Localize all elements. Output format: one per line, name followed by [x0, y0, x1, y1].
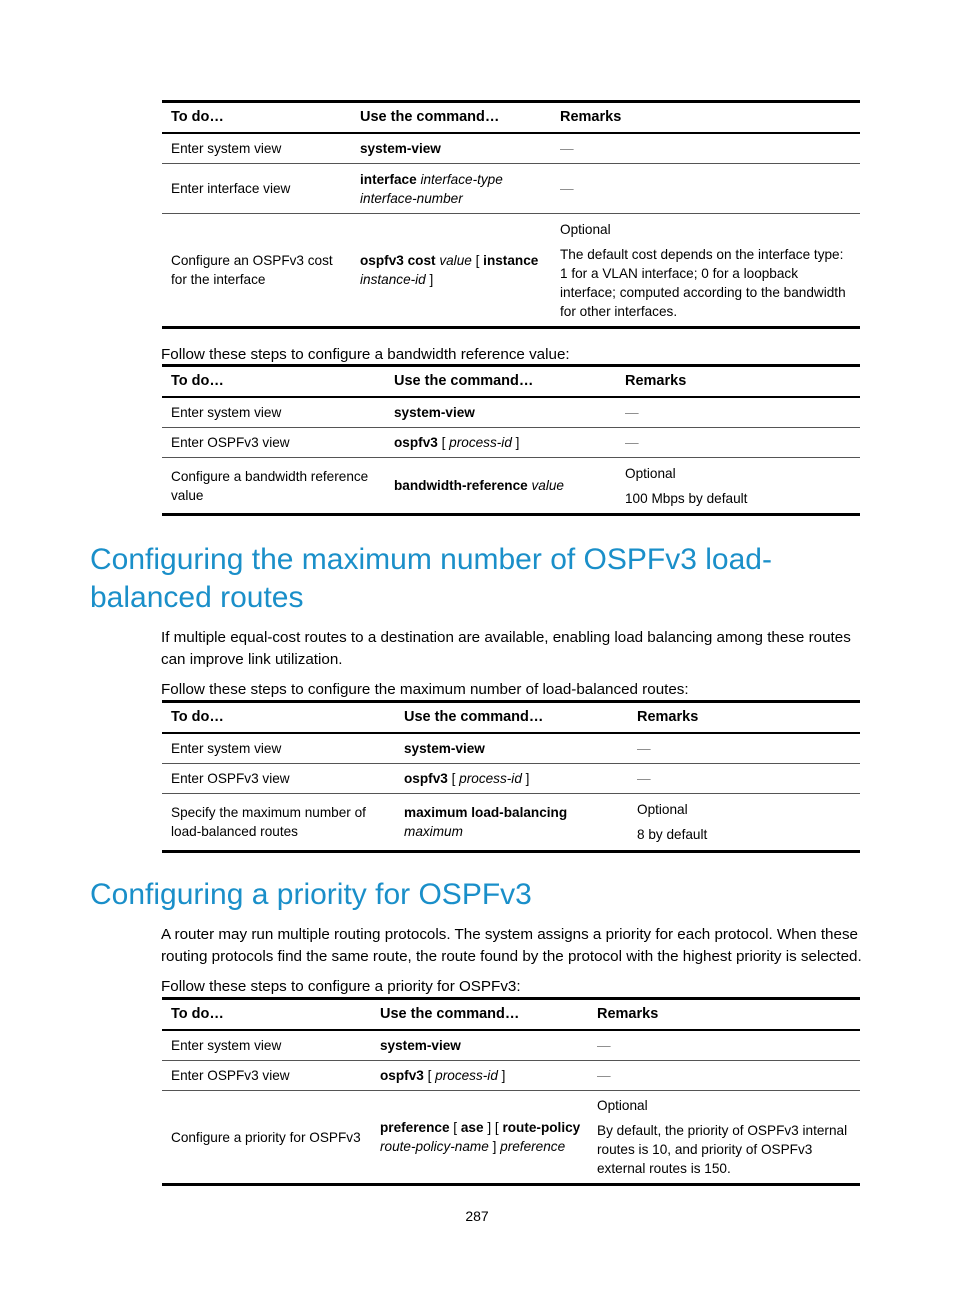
remarks-cell	[560, 134, 854, 163]
column-header: Use the command…	[360, 109, 500, 125]
priority-intro: Follow these steps to configure a priority for OSPFv3:	[161, 978, 521, 995]
command-keyword: route-policy	[502, 1120, 581, 1135]
todo-cell: Specify the maximum number of load-balanced routes	[171, 805, 366, 839]
priority-table	[162, 997, 860, 1186]
remarks-cell	[597, 1031, 854, 1060]
table-row	[162, 1031, 860, 1060]
command-keyword: system-view	[404, 741, 485, 756]
command-keyword: maximum load-balancing	[404, 805, 568, 820]
command-keyword: ospfv3	[380, 1068, 424, 1083]
remarks-cell	[637, 794, 854, 850]
table-row	[162, 398, 860, 427]
remarks-cell	[597, 1091, 854, 1183]
command-bracket: [	[449, 1120, 461, 1135]
command-cell	[394, 428, 613, 457]
command-argument: instance-id	[360, 272, 426, 287]
command-cell	[360, 164, 548, 213]
command-keyword: ase	[460, 1120, 484, 1135]
remarks-cell	[597, 1061, 854, 1090]
command-bracket: ] [	[483, 1120, 503, 1135]
empty-remark-dash: —	[560, 181, 574, 196]
remarks-cell	[625, 428, 854, 457]
column-header: Use the command…	[394, 373, 534, 389]
command-bracket: [	[471, 253, 484, 268]
command-argument: route-policy-name	[380, 1139, 489, 1154]
load-balance-table	[162, 700, 860, 853]
remarks-cell	[637, 764, 854, 793]
empty-remark-dash: —	[625, 435, 639, 450]
command-cell	[380, 1091, 585, 1183]
command-argument: value	[527, 478, 564, 493]
remark-text: 100 Mbps by default	[625, 490, 748, 506]
table-row	[162, 763, 860, 793]
command-argument: process-id	[435, 1068, 498, 1083]
command-argument: process-id	[459, 771, 522, 786]
empty-remark-dash: —	[597, 1038, 611, 1053]
command-keyword: instance	[483, 253, 539, 268]
command-argument: process-id	[449, 435, 512, 450]
column-header: Remarks	[597, 1006, 659, 1022]
todo-cell: Configure an OSPFv3 cost for the interface	[171, 253, 333, 287]
command-argument: interface-type interface-number	[360, 171, 503, 206]
table-row	[162, 793, 860, 850]
todo-cell: Configure a bandwidth reference value	[171, 468, 369, 503]
remark-text: The default cost depends on the interface type: 1 for a VLAN interface; 0 for a loopback interface; computed according to the bandwidth for other interfaces.	[560, 246, 846, 319]
command-cell	[360, 214, 548, 326]
table-row	[162, 1060, 860, 1090]
table-header-row	[162, 703, 860, 734]
todo-cell: Enter interface view	[171, 181, 291, 196]
command-bracket: [	[437, 435, 450, 450]
remark-text: 8 by default	[637, 827, 708, 842]
table-header-row	[162, 1000, 860, 1031]
remarks-cell	[560, 164, 854, 213]
remark-text: Optional	[637, 802, 688, 817]
command-argument: preference	[500, 1139, 566, 1154]
command-cell	[360, 134, 548, 163]
todo-cell: Enter OSPFv3 view	[171, 771, 290, 786]
remarks-cell	[625, 458, 854, 513]
todo-cell: Configure a priority for OSPFv3	[171, 1129, 361, 1145]
table-header-row	[162, 103, 860, 134]
todo-cell: Enter system view	[171, 741, 282, 756]
remarks-cell	[560, 214, 854, 326]
command-cell	[380, 1031, 585, 1060]
column-header: To do…	[171, 709, 224, 725]
command-cell	[394, 458, 613, 513]
column-header: Use the command…	[404, 709, 544, 725]
command-cell	[404, 794, 625, 850]
section-title-priority: Configuring a priority for OSPFv3	[90, 878, 532, 911]
table-row	[162, 734, 860, 763]
table-row	[162, 457, 860, 513]
column-header: Remarks	[637, 709, 699, 725]
command-bracket: [	[447, 771, 460, 786]
column-header: To do…	[171, 109, 224, 125]
command-argument: maximum	[404, 824, 463, 839]
command-cell	[404, 734, 625, 763]
command-bracket: ]	[497, 1068, 506, 1083]
command-bracket: ]	[425, 272, 434, 287]
table-row	[162, 134, 860, 163]
column-header: Remarks	[560, 109, 622, 125]
command-keyword: system-view	[394, 405, 475, 420]
todo-cell: Enter OSPFv3 view	[171, 1068, 290, 1083]
table-row	[162, 1090, 860, 1183]
command-bracket: ]	[521, 771, 530, 786]
empty-remark-dash: —	[637, 741, 651, 756]
table-row	[162, 163, 860, 213]
bandwidth-intro: Follow these steps to configure a bandwidth reference value:	[161, 346, 570, 363]
remark-text: Optional	[625, 465, 676, 481]
empty-remark-dash: —	[625, 405, 639, 420]
remark-text: By default, the priority of OSPFv3 internal routes is 10, and priority of OSPFv3 external routes is 150.	[597, 1123, 848, 1176]
command-bracket: [	[423, 1068, 436, 1083]
command-keyword: bandwidth-reference	[394, 478, 528, 493]
todo-cell: Enter OSPFv3 view	[171, 435, 290, 450]
table-row	[162, 213, 860, 326]
command-keyword: ospfv3	[394, 435, 438, 450]
command-keyword: system-view	[380, 1038, 461, 1053]
load-balance-intro: Follow these steps to configure the maximum number of load-balanced routes:	[161, 681, 689, 698]
column-header: To do…	[171, 373, 224, 389]
bandwidth-table	[162, 364, 860, 516]
command-cell	[394, 398, 613, 427]
page-number: 287	[465, 1208, 489, 1224]
cost-table	[162, 100, 860, 329]
command-bracket: ]	[488, 1139, 501, 1154]
remark-text: Optional	[597, 1098, 648, 1113]
todo-cell: Enter system view	[171, 405, 282, 420]
table-header-row	[162, 367, 860, 398]
command-cell	[380, 1061, 585, 1090]
command-cell	[404, 764, 625, 793]
command-keyword: ospfv3 cost	[360, 253, 436, 268]
load-balance-body: If multiple equal-cost routes to a destination are available, enabling load balancing among these routes can improve link utilization.	[161, 629, 851, 668]
section-title-load-balance: Configuring the maximum number of OSPFv3 load-balanced routes	[90, 543, 772, 614]
command-bracket: ]	[511, 435, 520, 450]
command-keyword: system-view	[360, 141, 441, 156]
todo-cell: Enter system view	[171, 1038, 282, 1053]
column-header: Use the command…	[380, 1006, 520, 1022]
remarks-cell	[625, 398, 854, 427]
column-header: To do…	[171, 1006, 224, 1022]
table-row	[162, 427, 860, 457]
todo-cell: Enter system view	[171, 141, 282, 156]
remark-text: Optional	[560, 221, 611, 237]
priority-body: A router may run multiple routing protocols. The system assigns a priority for each protocol. When these routing protocols find the same route, the route found by the protocol with the highest priority is selected.	[161, 926, 862, 965]
empty-remark-dash: —	[560, 141, 574, 156]
command-argument: value	[435, 253, 472, 268]
column-header: Remarks	[625, 373, 687, 389]
remarks-cell	[637, 734, 854, 763]
empty-remark-dash: —	[637, 771, 651, 786]
command-keyword: ospfv3	[404, 771, 448, 786]
command-keyword: preference	[380, 1120, 450, 1135]
empty-remark-dash: —	[597, 1068, 611, 1083]
command-keyword: interface	[360, 171, 417, 187]
